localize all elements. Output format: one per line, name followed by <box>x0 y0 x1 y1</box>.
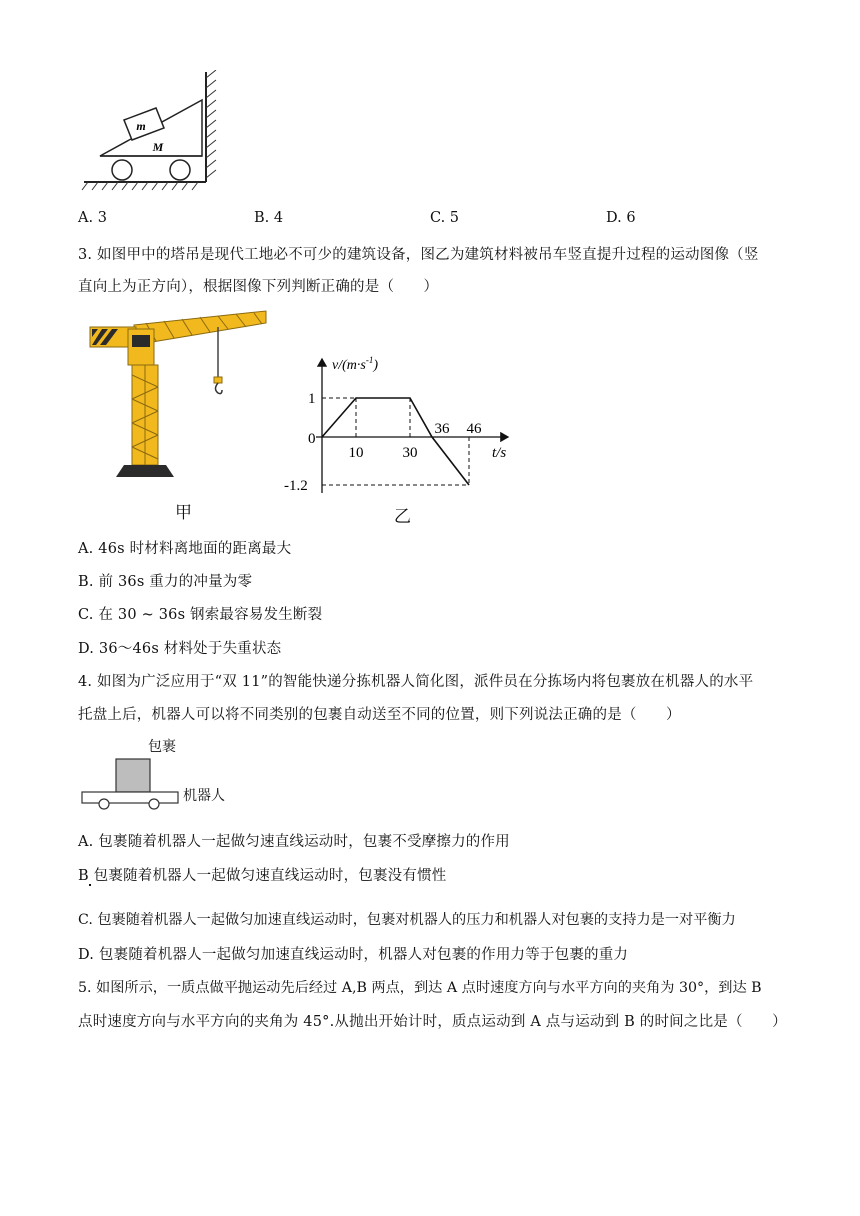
x-tick-10: 10 <box>348 445 364 461</box>
vt-graph <box>280 345 520 495</box>
q4-option-c: C. 包裹随着机器人一起做匀加速直线运动时，包裹对机器人的压力和机器人对包裹的支持力是一对平衡力 <box>78 912 736 928</box>
q3-option-c: C. 在 30 ~ 36s 钢索最容易发生断裂 <box>78 607 323 623</box>
q2-option-a: A. 3 <box>78 210 107 226</box>
label-M: M <box>152 140 164 154</box>
q3-option-d: D. 36～46s 材料处于失重状态 <box>78 641 282 657</box>
x-tick-46: 46 <box>466 421 482 437</box>
q3-option-a: A. 46s 时材料离地面的距离最大 <box>78 541 292 557</box>
q2-option-d: D. 6 <box>606 210 636 226</box>
label-robot: 机器人 <box>183 788 225 804</box>
q2-option-c: C. 5 <box>430 210 460 226</box>
y-tick-1: 1 <box>308 391 316 407</box>
stray-dot <box>89 884 91 886</box>
label-package: 包裹 <box>148 739 176 755</box>
velocity-line <box>322 398 469 485</box>
x-tick-36: 36 <box>434 421 450 437</box>
caption-yi: 乙 <box>394 507 411 527</box>
q2-option-b: B. 4 <box>254 210 284 226</box>
q4-option-b: B 包裹随着机器人一起做匀速直线运动时，包裹没有惯性 <box>78 868 447 884</box>
q4-stem-line2: 托盘上后，机器人可以将不同类别的包裹自动送至不同的位置，则下列说法正确的是（ ） <box>78 707 681 723</box>
q4-option-d: D. 包裹随着机器人一起做匀加速直线运动时，机器人对包裹的作用力等于包裹的重力 <box>78 947 629 963</box>
x-tick-30: 30 <box>402 445 418 461</box>
caption-jia: 甲 <box>175 503 192 523</box>
q3-stem-line2: 直向上为正方向），根据图像下列判断正确的是（ ） <box>78 279 439 295</box>
tower-crane-illustration <box>84 305 274 485</box>
q3-stem-line1: 3. 如图甲中的塔吊是现代工地必不可少的建筑设备，图乙为建筑材料被吊车竖直提升过程的运动图像（竖 <box>78 247 759 263</box>
q4-stem-line1: 4. 如图为广泛应用于“双 11”的智能快递分拣机器人简化图，派件员在分拣场内将包裹放在机器人的水平 <box>78 674 754 690</box>
wedge-figure <box>78 70 228 195</box>
q5-stem-line2: 点时速度方向与水平方向的夹角为 45°.从抛出开始计时，质点运动到 A 点与运动到 B 的时间之比是（ ） <box>78 1014 787 1030</box>
origin-label: 0 <box>308 431 316 447</box>
x-axis-label: t/s <box>492 445 507 461</box>
y-axis-label: $v/(m\cdot s^{-1})$ <box>332 355 378 373</box>
q4-option-a: A. 包裹随着机器人一起做匀速直线运动时，包裹不受摩擦力的作用 <box>78 834 510 850</box>
q5-stem-line1: 5. 如图所示，一质点做平抛运动先后经过 A,B 两点，到达 A 点时速度方向与水平方向的夹角为 30°，到达 B <box>78 980 762 996</box>
q3-option-b: B. 前 36s 重力的冲量为零 <box>78 574 253 590</box>
y-tick-neg1.2: -1.2 <box>284 478 308 494</box>
label-m: m <box>136 119 146 133</box>
